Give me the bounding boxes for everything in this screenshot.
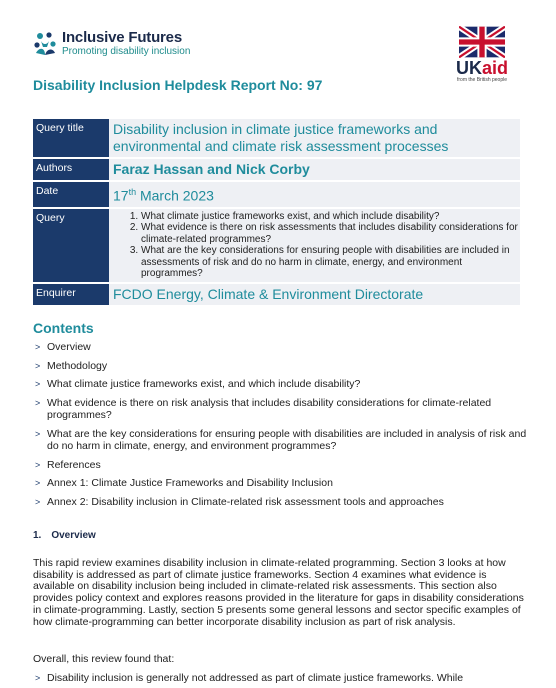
date-value — [113, 182, 520, 207]
toc-item-frameworks[interactable] — [33, 378, 528, 391]
chevron-right-icon: > — [35, 428, 41, 439]
ukaid-wordmark — [453, 59, 511, 77]
toc-item-references[interactable] — [33, 459, 528, 472]
toc-item-label: What climate justice frameworks exist, and which include disability? — [47, 378, 361, 390]
report-title: Disability Inclusion Helpdesk Report No: 97 — [33, 77, 323, 93]
query-title-label: Query title — [33, 119, 109, 157]
date-suffix: th — [128, 187, 137, 197]
authors-value: Faraz Hassan and Nick Corby — [113, 161, 310, 177]
date-row — [33, 182, 520, 207]
toc-item-label: Methodology — [47, 359, 108, 372]
section-title: Overview — [51, 530, 96, 541]
ukaid-logo — [453, 26, 511, 83]
enquirer-value: FCDO Energy, Climate & Environment Directorate — [113, 285, 424, 302]
ukaid-aid: aid — [481, 58, 508, 78]
query-item: 3. What are the key considerations for ensuring people with disabilities are included in assessments of risk and do no harm in climate, energy, and environment programmes? — [141, 245, 520, 280]
date-label: Date — [33, 182, 109, 207]
authors-row — [33, 159, 520, 180]
toc-item-label: Overview — [47, 341, 91, 353]
report-info-table — [33, 117, 520, 307]
overview-bullet — [33, 672, 539, 684]
query-title-value: Disability inclusion in climate justice frameworks and environmental and climate risk assessment processes — [113, 121, 449, 154]
chevron-right-icon: > — [35, 360, 41, 371]
query-row — [33, 209, 520, 282]
query-title-row — [33, 119, 520, 157]
enquirer-row — [33, 284, 520, 305]
table-of-contents — [33, 341, 528, 514]
chevron-right-icon: > — [35, 673, 41, 683]
ukaid-tagline: from the British people — [456, 77, 508, 83]
query-item: 2. What evidence is there on risk assessments that includes disability considerations for climate-related programmes? — [141, 222, 520, 245]
bullet-text: Disability inclusion is generally not addressed as part of climate justice frameworks. While — [47, 672, 464, 684]
toc-item-annex-2[interactable] — [33, 496, 528, 509]
authors-label: Authors — [33, 159, 109, 180]
people-circle-icon — [33, 31, 57, 57]
date-month-year: March 2023 — [136, 187, 214, 204]
overview-paragraph: This rapid review examines disability inclusion in climate-related programming. Section 3 looks at how disability is addressed as part of climate justice frameworks. Section 4 examines what evidence is available on disability inclusion being included in climate-related risk assessments. This section also provides policy context and explores reasons provided in the literature for gaps in disability considerations in climate-programming. Lastly, section 5 presents some general lessons and sector specific examples of how climate-programming can better incorporate disability inclusion as part of risk analysis. — [33, 557, 524, 628]
date-day: 17 — [113, 187, 129, 204]
chevron-right-icon: > — [35, 459, 41, 470]
toc-item-label: References — [47, 458, 101, 471]
ukaid-uk: UK — [455, 58, 482, 78]
toc-item-methodology[interactable] — [33, 360, 528, 373]
org-tagline: Promoting disability inclusion — [62, 46, 191, 57]
report-header — [0, 0, 556, 110]
chevron-right-icon: > — [35, 478, 41, 488]
query-list — [113, 209, 520, 282]
contents-heading: Contents — [33, 320, 94, 336]
toc-item-label: What are the key considerations for ensuring people with disabilities are included in analysis of risk and do no harm in climate, energy, and environment programmes? — [47, 427, 527, 452]
toc-item-considerations[interactable] — [33, 428, 528, 453]
chevron-right-icon: > — [35, 379, 41, 389]
chevron-right-icon: > — [35, 397, 41, 408]
toc-item-evidence[interactable] — [33, 397, 528, 422]
overview-paragraph-2: Overall, this review found that: — [33, 653, 175, 665]
toc-item-overview[interactable] — [33, 341, 528, 354]
chevron-right-icon: > — [35, 342, 41, 352]
toc-item-label: What evidence is there on risk analysis that includes disability considerations for climate-related programmes? — [47, 396, 492, 421]
query-item: 1. What climate justice frameworks exist, and which include disability? — [141, 211, 520, 223]
toc-item-annex-1[interactable] — [33, 477, 528, 490]
query-label: Query — [33, 209, 109, 282]
chevron-right-icon: > — [35, 496, 41, 507]
toc-item-label: Annex 1: Climate Justice Frameworks and Disability Inclusion — [47, 477, 333, 489]
toc-item-label: Annex 2: Disability inclusion in Climate-related risk assessment tools and approaches — [47, 495, 444, 508]
union-jack-icon — [459, 26, 505, 58]
section-number: 1. — [33, 530, 42, 541]
org-name: Inclusive Futures — [62, 29, 182, 46]
enquirer-label: Enquirer — [33, 284, 109, 305]
inclusive-futures-logo — [33, 30, 190, 58]
section-heading-overview — [33, 530, 96, 541]
